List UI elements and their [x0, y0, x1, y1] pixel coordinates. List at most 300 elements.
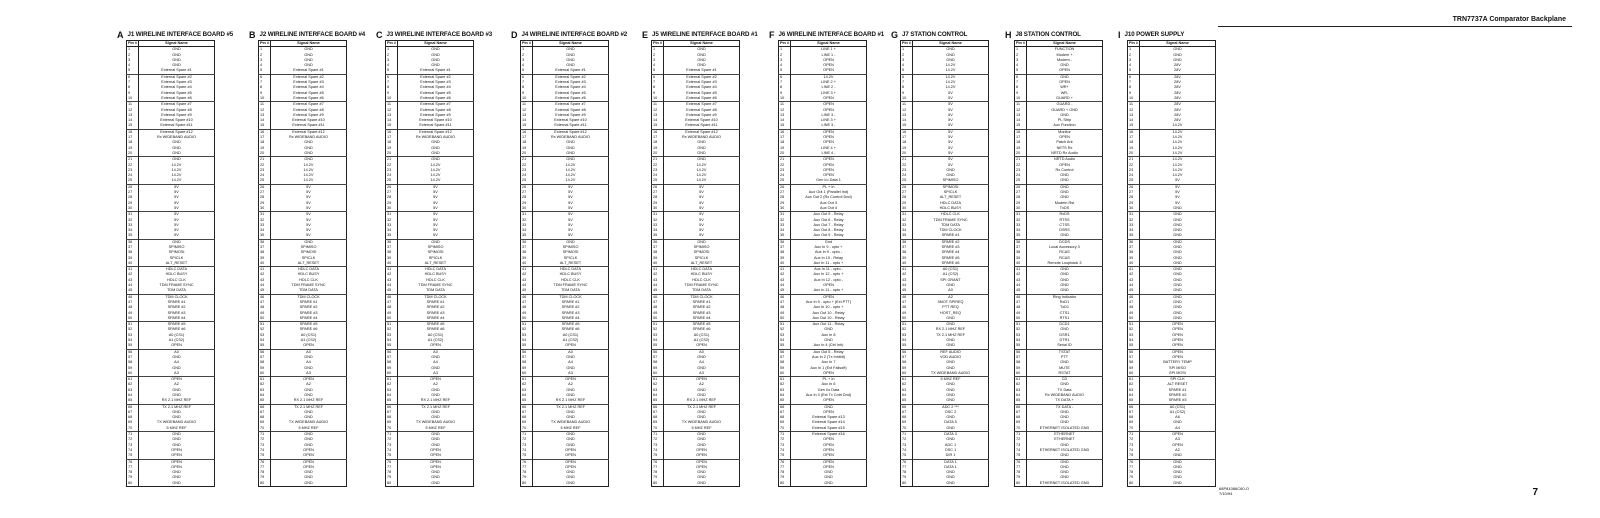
- pin-number: 78: [1128, 470, 1140, 475]
- signal-name: TX WIDEBAND AUDIO: [288, 420, 329, 425]
- signal-name: GND: [664, 432, 740, 438]
- signal-name: OPEN: [823, 68, 834, 73]
- pin-number: 60: [779, 371, 791, 377]
- pin-number: 77: [901, 465, 913, 470]
- pin-number: 13: [1128, 113, 1140, 118]
- signal-name: TDM DATA: [167, 288, 186, 293]
- pin-number: 32: [521, 218, 533, 223]
- pin-number: 17: [901, 135, 913, 140]
- pin-number: 76: [386, 459, 398, 465]
- table-row: [1128, 481, 1216, 487]
- signal-name: Aux Out 8 - Relay: [813, 228, 844, 233]
- pin-number: 35: [652, 233, 664, 239]
- pin-number: 76: [521, 459, 533, 465]
- pin-number: 43: [127, 278, 139, 283]
- pin-number: 58: [259, 360, 271, 365]
- signal-name: External Spare #12: [271, 129, 347, 135]
- signal-name: 5V: [433, 228, 438, 233]
- pin-number: 75: [386, 453, 398, 459]
- pin-number: 68: [127, 415, 139, 420]
- signal-name: GND: [304, 437, 313, 442]
- pin-number: 34: [521, 228, 533, 233]
- signal-name: GND: [172, 140, 181, 145]
- pin-number: 78: [127, 470, 139, 475]
- pin-number: 27: [127, 190, 139, 195]
- signal-name: 5V: [568, 217, 573, 222]
- connector-heading: [117, 29, 234, 40]
- signal-name: SPIMOSI: [168, 250, 185, 255]
- pin-number: 48: [521, 305, 533, 310]
- signal-name: External Spare #12: [139, 129, 215, 135]
- signal-name: TDM DATA: [692, 288, 711, 293]
- signal-name: GND: [1060, 475, 1069, 480]
- signal-name: GND: [566, 354, 575, 359]
- signal-name: 14.2V: [945, 68, 956, 73]
- table-row: [386, 481, 474, 487]
- signal-name: GND: [304, 52, 313, 57]
- signal-name: External Spare #1: [161, 68, 192, 73]
- pin-number: 42: [259, 272, 271, 277]
- pin-number: 71: [1128, 432, 1140, 438]
- table-row: [127, 481, 215, 487]
- signal-name: External Spare #3: [293, 80, 324, 85]
- signal-name: GND: [304, 409, 313, 414]
- pin-number: 16: [1128, 129, 1140, 135]
- pin-number: 30: [779, 206, 791, 212]
- pin-number: 21: [127, 157, 139, 163]
- pin-number: 3: [779, 58, 791, 63]
- signal-column-header: Signal Name: [271, 41, 347, 47]
- pin-number: 68: [521, 415, 533, 420]
- signal-name: GND: [172, 365, 181, 370]
- pin-number: 38: [259, 250, 271, 255]
- pin-number: 25: [1015, 178, 1027, 184]
- signal-name: SPARE #4: [692, 315, 711, 320]
- signal-name: External Spare #9: [161, 112, 192, 117]
- pin-number: 42: [901, 272, 913, 277]
- signal-name: 5V: [913, 129, 989, 135]
- pin-number: 6: [779, 74, 791, 80]
- signal-name: 14.2V: [430, 167, 441, 172]
- signal-name: TDM FRAME SYNC: [933, 217, 968, 222]
- pin-number: 49: [386, 311, 398, 316]
- signal-name: External Spare #2: [664, 74, 740, 80]
- pin-number: 7: [521, 80, 533, 85]
- pin-number: 27: [521, 190, 533, 195]
- pin-number: 58: [652, 360, 664, 365]
- pin-number: 60: [1015, 371, 1027, 377]
- signal-name: GND: [1027, 184, 1103, 190]
- pin-number: 45: [127, 288, 139, 294]
- pin-number: 16: [1015, 129, 1027, 135]
- pin-number: 26: [901, 184, 913, 190]
- signal-name: A2: [433, 382, 438, 387]
- pin-number: 50: [901, 316, 913, 322]
- signal-name: Aux Out 3: [820, 200, 837, 205]
- signal-name: A0: [398, 349, 474, 355]
- signal-name: LINE 2 +: [821, 80, 836, 85]
- pin-number: 30: [127, 206, 139, 212]
- signal-name: 5V: [699, 228, 704, 233]
- signal-name: A2: [1175, 447, 1180, 452]
- signal-name: GND: [431, 150, 440, 155]
- pin-number: 41: [1015, 267, 1027, 273]
- signal-name: GND: [1173, 475, 1182, 480]
- signal-name: GND: [271, 432, 347, 438]
- pin-number: 13: [386, 113, 398, 118]
- signal-name: A0 (CS1): [300, 332, 317, 337]
- pin-number: 26: [386, 184, 398, 190]
- signal-name: 5V: [306, 195, 311, 200]
- pin-number: 59: [779, 366, 791, 371]
- pin-number: 47: [386, 300, 398, 305]
- signal-name: Monitor: [1027, 129, 1103, 135]
- pin-number: 6: [1128, 74, 1140, 80]
- pin-number: 35: [386, 233, 398, 239]
- pin-number: 16: [652, 129, 664, 135]
- signal-name: Aux In 11 - opto +: [813, 288, 844, 293]
- signal-name: SPICLK: [943, 190, 958, 195]
- signal-name: GND: [566, 145, 575, 150]
- signal-name: External Spare #11: [554, 123, 587, 128]
- pin-number: 52: [521, 327, 533, 332]
- doc-date: 7/10/94: [1219, 491, 1233, 496]
- pin-number: 23: [386, 168, 398, 173]
- signal-name: Aux Out 1 (Parallel Ind): [808, 190, 849, 195]
- pin-number: 18: [652, 140, 664, 145]
- pin-number: 26: [1015, 184, 1027, 190]
- signal-name: HDLC BUSY: [559, 272, 582, 277]
- signal-name: GND: [1060, 112, 1069, 117]
- signal-name: GND: [431, 475, 440, 480]
- pin-number: 20: [779, 151, 791, 157]
- signal-name: GND: [304, 140, 313, 145]
- signal-name: GND: [1027, 267, 1103, 273]
- signal-name: OPEN: [664, 377, 740, 383]
- signal-name: GND: [304, 150, 313, 155]
- pin-number: 63: [901, 388, 913, 393]
- pin-number: 36: [1015, 239, 1027, 245]
- signal-name: 14.2V: [945, 80, 956, 85]
- signal-name: GND: [566, 150, 575, 155]
- pin-number: 45: [652, 288, 664, 294]
- signal-name: RTSS: [1059, 217, 1070, 222]
- signal-name: DTR1: [1059, 338, 1070, 343]
- pin-number: 51: [521, 322, 533, 328]
- signal-name: External Spare #6: [161, 95, 192, 100]
- pin-number: 48: [386, 305, 398, 310]
- signal-name: GND: [431, 437, 440, 442]
- signal-name: HDLC DATA: [940, 200, 961, 205]
- pin-number: 19: [259, 146, 271, 151]
- pin-number: 13: [901, 113, 913, 118]
- signal-name: 5V: [913, 157, 989, 163]
- signal-name: External Spare #5: [420, 90, 451, 95]
- signal-name: GND: [1173, 305, 1182, 310]
- pin-number: 59: [259, 366, 271, 371]
- signal-name: TDM CLOCK: [271, 294, 347, 300]
- pin-number: 21: [779, 157, 791, 163]
- signal-name: 14.2V: [696, 173, 707, 178]
- pin-number: 50: [521, 316, 533, 322]
- signal-name: GND: [1173, 464, 1182, 469]
- signal-name: External Spare #8: [555, 107, 586, 112]
- signal-name: TDM FRAME SYNC: [418, 283, 453, 288]
- signal-name: OPEN: [823, 447, 834, 452]
- signal-name: Aux In 9 - opto +: [814, 244, 843, 249]
- signal-name: HDLC BUSY: [297, 272, 320, 277]
- pin-number: 73: [386, 443, 398, 448]
- pin-number: 54: [259, 338, 271, 343]
- signal-name: BATTERY TEMP: [1163, 360, 1192, 365]
- pin-number: 13: [652, 113, 664, 118]
- pin-column-header: Pin #: [1128, 41, 1139, 45]
- pin-number: 43: [1015, 278, 1027, 283]
- signal-name: LINE 3 -: [821, 112, 836, 117]
- signal-name: 14.2V: [945, 63, 956, 68]
- pin-number: 66: [652, 404, 664, 410]
- signal-name: SPICLK: [301, 255, 316, 260]
- signal-name: GND: [1060, 63, 1069, 68]
- connector-g: [891, 29, 991, 487]
- signal-name: 14.2V: [171, 167, 182, 172]
- pin-number: 61: [521, 377, 533, 383]
- signal-name: 28V: [1140, 74, 1216, 80]
- signal-name: Aux In 11 - opto +: [813, 260, 844, 265]
- pin-number: 51: [127, 322, 139, 328]
- signal-name: TDM DATA: [426, 288, 445, 293]
- pin-number: 11: [386, 102, 398, 108]
- signal-name: External Spare #3: [555, 80, 586, 85]
- signal-name: 5V: [664, 212, 740, 218]
- pin-number: 59: [652, 366, 664, 371]
- pin-number: 77: [521, 465, 533, 470]
- signal-name: HDLC BUSY: [939, 205, 962, 210]
- pin-number: 53: [779, 333, 791, 338]
- pin-number: 55: [1128, 343, 1140, 349]
- pin-number: 59: [901, 366, 913, 371]
- connector-title: J7 STATION CONTROL: [902, 31, 968, 38]
- signal-name: HDLC CLK: [561, 277, 580, 282]
- signal-name: 14.2V: [696, 167, 707, 172]
- signal-name: NRTD Audio: [1027, 157, 1103, 163]
- pin-number: 75: [127, 453, 139, 459]
- pin-number: 72: [259, 437, 271, 442]
- signal-name: 28V: [1174, 90, 1181, 95]
- signal-name: 5V: [306, 233, 311, 238]
- pin-number: 8: [259, 85, 271, 90]
- pin-number: 13: [521, 113, 533, 118]
- signal-name: GND: [1173, 250, 1182, 255]
- pin-number: 8: [521, 85, 533, 90]
- signal-name: HDLC CLK: [167, 277, 186, 282]
- pin-table: [900, 40, 989, 487]
- signal-name: HDLC DATA: [664, 267, 740, 273]
- pin-number: 55: [779, 343, 791, 349]
- pin-number: 25: [901, 178, 913, 184]
- signal-name: OSC 1: [944, 447, 957, 452]
- pin-number: 26: [259, 184, 271, 190]
- pin-number: 25: [127, 178, 139, 184]
- pin-number: 66: [521, 404, 533, 410]
- pin-number: 6: [521, 74, 533, 80]
- signal-name: 5V: [699, 190, 704, 195]
- signal-name: 5V: [1175, 200, 1180, 205]
- signal-name: GND: [824, 338, 833, 343]
- pin-number: 34: [259, 228, 271, 233]
- signal-name: DCD1: [1027, 322, 1103, 328]
- pin-number: 7: [259, 80, 271, 85]
- signal-name: 5V: [433, 222, 438, 227]
- pin-number: 63: [127, 388, 139, 393]
- pin-number: 75: [652, 453, 664, 459]
- pin-number: 60: [901, 371, 913, 377]
- pin-number: 70: [779, 426, 791, 432]
- pin-number: 80: [521, 481, 533, 487]
- pin-number: 17: [127, 135, 139, 140]
- pin-number: 15: [386, 123, 398, 129]
- signal-name: GND: [946, 415, 955, 420]
- pin-number: 47: [652, 300, 664, 305]
- pin-number: 63: [1015, 388, 1027, 393]
- signal-name: Serial ID: [1057, 343, 1072, 348]
- pin-number: 32: [652, 218, 664, 223]
- pin-number: 55: [127, 343, 139, 349]
- pin-number: 29: [901, 201, 913, 206]
- pin-number: 36: [901, 239, 913, 245]
- pin-number: 72: [386, 437, 398, 442]
- pin-number: 69: [779, 420, 791, 425]
- signal-name: TDM FRAME SYNC: [553, 283, 588, 288]
- signal-name: GND: [304, 470, 313, 475]
- signal-name: 28V: [1174, 95, 1181, 100]
- pin-number: 68: [779, 415, 791, 420]
- signal-name: OPEN: [398, 377, 474, 383]
- signal-name: HDLC BUSY: [424, 272, 447, 277]
- connector-h: [1005, 29, 1105, 487]
- pin-number: 33: [259, 223, 271, 228]
- signal-name: OPEN: [1059, 162, 1070, 167]
- signal-name: OPEN: [791, 459, 867, 465]
- signal-name: GND: [566, 387, 575, 392]
- signal-name: OPEN: [1140, 432, 1216, 438]
- signal-name: CTSS: [1059, 222, 1070, 227]
- signal-name: GND: [1060, 277, 1069, 282]
- signal-name: 5 MHZ REF: [166, 425, 187, 430]
- signal-name: OPEN: [565, 464, 576, 469]
- pin-number: 11: [652, 102, 664, 108]
- pin-number: 37: [1128, 245, 1140, 250]
- signal-name: OPEN: [1059, 68, 1070, 73]
- signal-name: OPEN: [1172, 332, 1183, 337]
- pin-number: 74: [127, 448, 139, 453]
- connector-letter: H: [1005, 29, 1012, 40]
- signal-name: 5V: [948, 140, 953, 145]
- pin-number: 64: [259, 393, 271, 398]
- pin-number: 52: [901, 327, 913, 332]
- page-title: TRN7737A Comparator Backplane: [1452, 16, 1566, 23]
- pin-number: 14: [1015, 118, 1027, 123]
- signal-name: FUNCTION: [1054, 47, 1075, 52]
- pin-number: 32: [779, 218, 791, 223]
- signal-name: SPARE #6: [561, 327, 580, 332]
- signal-name: A0 (CS1): [427, 332, 444, 337]
- pin-number: 45: [1128, 288, 1140, 294]
- pin-number: 5: [779, 68, 791, 74]
- pin-number: 9: [386, 91, 398, 96]
- signal-name: A0 (CS1): [168, 332, 185, 337]
- signal-name: 5V: [533, 212, 609, 218]
- signal-name: DSR1: [1059, 332, 1070, 337]
- signal-name: TX 2.1 MHZ REF: [271, 404, 347, 410]
- signal-name: GND: [946, 475, 955, 480]
- pin-number: 49: [901, 311, 913, 316]
- signal-name: Aux Out 5 - Relay: [791, 349, 867, 355]
- pin-number: 21: [521, 157, 533, 163]
- pin-number: 3: [127, 58, 139, 63]
- pin-number: 63: [1128, 388, 1140, 393]
- pin-number: 14: [652, 118, 664, 123]
- pin-number: 23: [652, 168, 664, 173]
- pin-number: 55: [386, 343, 398, 349]
- pin-number: 56: [779, 349, 791, 355]
- signal-name: External Spare #16: [791, 432, 867, 438]
- signal-name: NRTD Rx Audio: [1051, 150, 1078, 155]
- signal-name: A2: [306, 382, 311, 387]
- signal-name: Aux In 12 - opto -: [813, 277, 844, 282]
- pin-number: 32: [901, 218, 913, 223]
- signal-name: DCDS: [1027, 239, 1103, 245]
- signal-name: SPARE #6: [426, 327, 445, 332]
- pin-number: 52: [1015, 327, 1027, 332]
- signal-name: 28V: [1140, 102, 1216, 108]
- connector-title: J5 WIRELINE INTERFACE BOARD #1: [652, 31, 758, 38]
- signal-name: OPEN: [823, 370, 834, 375]
- signal-name: 5V: [699, 217, 704, 222]
- pin-number: 15: [521, 123, 533, 129]
- pin-number: 30: [1128, 206, 1140, 212]
- pin-number: 65: [386, 398, 398, 404]
- signal-name: ETHERNET ISOLATED GND: [1039, 480, 1090, 485]
- pin-number: 47: [259, 300, 271, 305]
- signal-name: GND: [697, 145, 706, 150]
- signal-name: ADC 1: [944, 442, 957, 447]
- signal-name: Aux Function: [1053, 123, 1076, 128]
- pin-number: 22: [1015, 163, 1027, 168]
- pin-number: 12: [127, 108, 139, 113]
- pin-number: 19: [1128, 146, 1140, 151]
- pin-number: 41: [386, 267, 398, 273]
- pin-number: 24: [386, 173, 398, 178]
- pin-number: 22: [901, 163, 913, 168]
- signal-name: SPICLK: [169, 255, 184, 260]
- pin-number: 80: [1128, 481, 1140, 487]
- pin-number: 29: [1015, 201, 1027, 206]
- pin-number: 4: [127, 63, 139, 68]
- signal-name: RX 2.1 MHZ REF: [555, 398, 586, 403]
- pin-number: 44: [127, 283, 139, 288]
- signal-name: A4: [433, 360, 438, 365]
- connector-title: J3 WIRELINE INTERFACE BOARD #3: [386, 31, 493, 38]
- connector-e: [642, 29, 758, 487]
- pin-number: 49: [1015, 311, 1027, 316]
- signal-name: GND: [1060, 470, 1069, 475]
- pin-number: 20: [127, 151, 139, 157]
- pin-number: 67: [779, 410, 791, 415]
- pin-number: 76: [652, 459, 664, 465]
- pin-number: 46: [779, 294, 791, 300]
- signal-name: External Spare #1: [420, 68, 451, 73]
